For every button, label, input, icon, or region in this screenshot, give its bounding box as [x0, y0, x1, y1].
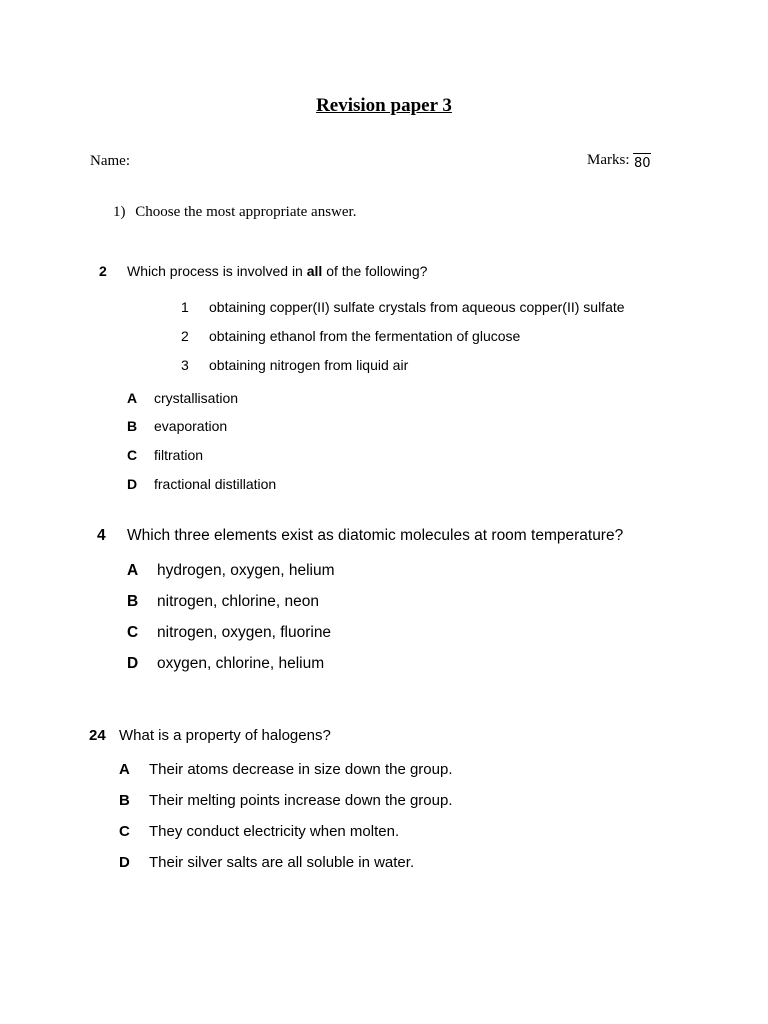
option-text: They conduct electricity when molten.: [149, 823, 400, 840]
option-letter: B: [119, 792, 130, 809]
option-letter: B: [127, 418, 138, 434]
question-text-post: of the following?: [322, 263, 428, 279]
marks-label: Marks:: [587, 151, 630, 168]
option-text: hydrogen, oxygen, helium: [157, 562, 335, 579]
statement-number: 3: [181, 357, 189, 373]
question-text: What is a property of halogens?: [119, 727, 331, 744]
question-text: Which three elements exist as diatomic molecules at room temperature?: [127, 527, 624, 544]
statement-number: 2: [181, 328, 189, 344]
marks-total: 80: [633, 156, 651, 171]
instruction-number: 1): [113, 204, 126, 220]
question-number: 24: [89, 727, 106, 744]
option-text: crystallisation: [154, 390, 239, 406]
option-letter: A: [127, 390, 138, 406]
option-letter: A: [119, 761, 130, 778]
question-text-pre: Which process is involved in: [127, 263, 307, 279]
option-text: Their atoms decrease in size down the group.: [149, 761, 453, 778]
option-text: fractional distillation: [154, 476, 277, 492]
option-letter: D: [127, 655, 139, 672]
option-letter: B: [127, 593, 139, 610]
question-text: [127, 263, 427, 279]
question-text-bold: all: [306, 263, 323, 279]
option-text: nitrogen, oxygen, fluorine: [157, 624, 332, 641]
option-letter: D: [127, 476, 138, 492]
option-letter: C: [127, 624, 139, 641]
statement-text: obtaining nitrogen from liquid air: [209, 357, 409, 373]
option-text: nitrogen, chlorine, neon: [157, 593, 320, 610]
instruction-text: Choose the most appropriate answer.: [135, 204, 357, 220]
question-number: 2: [99, 263, 107, 279]
instruction: [113, 204, 356, 221]
statement-number: 1: [181, 299, 189, 315]
marks-fraction: [633, 153, 651, 170]
statement-text: obtaining ethanol from the fermentation of glucose: [209, 328, 521, 344]
option-text: Their melting points increase down the group.: [149, 792, 453, 809]
option-letter: C: [119, 823, 130, 840]
name-label: Name:: [90, 153, 130, 169]
option-text: filtration: [154, 447, 204, 463]
marks-field: [587, 151, 651, 170]
statement-text: obtaining copper(II) sulfate crystals from aqueous copper(II) sulfate: [209, 299, 625, 315]
fraction-bar: [633, 153, 651, 154]
option-letter: D: [119, 854, 130, 871]
page-title: Revision paper 3: [316, 95, 452, 116]
option-text: oxygen, chlorine, helium: [157, 655, 325, 672]
option-text: Their silver salts are all soluble in water.: [149, 854, 415, 871]
option-text: evaporation: [154, 418, 228, 434]
option-letter: A: [127, 562, 139, 579]
option-letter: C: [127, 447, 138, 463]
question-number: 4: [97, 527, 106, 544]
